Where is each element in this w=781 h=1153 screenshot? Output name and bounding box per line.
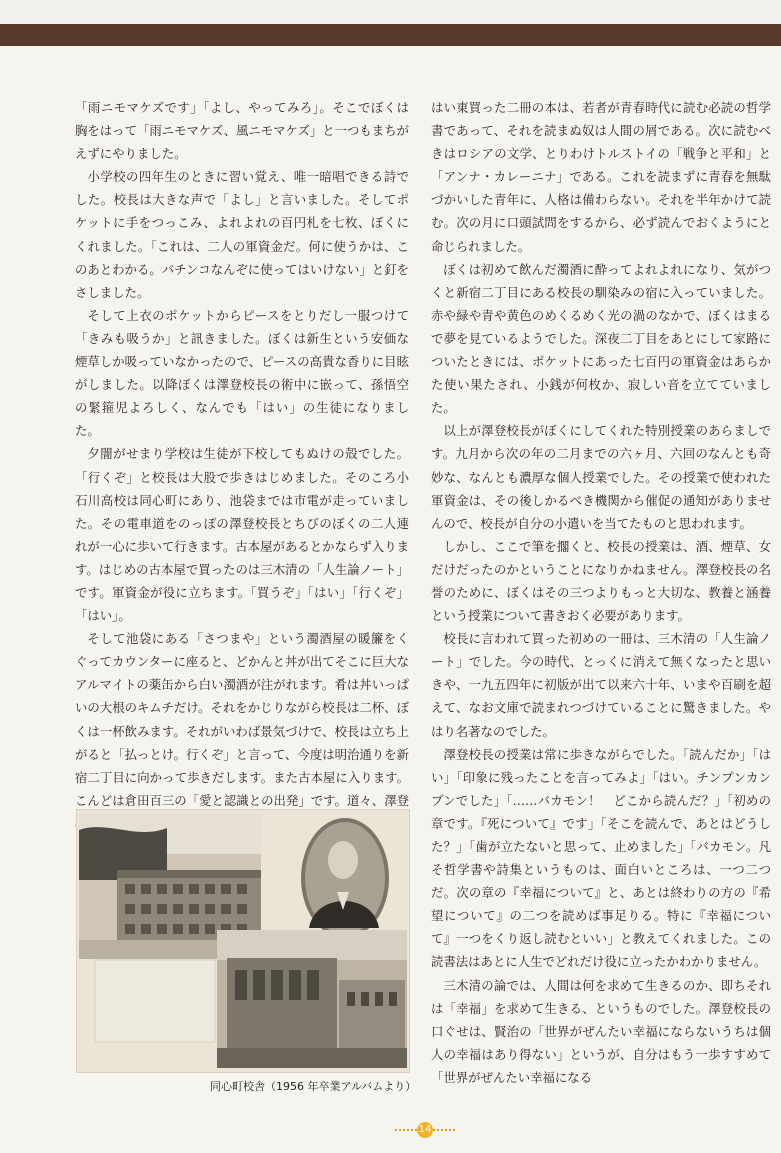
- dotted-rule-right: [433, 1129, 455, 1131]
- building-photo: [217, 930, 407, 1068]
- school-album-photo: [76, 809, 410, 1073]
- paragraph: はい東買った二冊の本は、若者が青春時代に読む必読の哲学書であって、それを読まぬ奴は人間の屑である。次に読むべきはロシアの文学、とりわけトルストイの「戦争と平和」と「アンナ・カレーニナ」である。これを読まずに青春を無駄づかいした青年に、人格は備わらない。それを半年かけて読む。次の月に口頭試問をするから、必ず読んでおくようにと命じられました。: [431, 100, 771, 254]
- paragraph: そして上衣のポケットからピースをとりだし一服つけて「きみも吸うか」と訊きました。ぼくは新生という安価な煙草しか吸っていなかったので、ピースの高貴な香りに目眩がしました。以降ぼくは澤登校長の術中に嵌って、孫悟空の緊箍児よろしく、なんでも「はい」の生徒になりました。: [75, 307, 409, 439]
- page-top-margin: [0, 0, 781, 24]
- paragraph: 校長に言われて買った初めの一冊は、三木清の「人生論ノート」でした。今の時代、とっくに消えて無くなったと思いきや、一九五四年に初版が出て以来六十年、いまや百刷を超えて、なお文庫で読まれつづけていることに驚きました。やはり名著なのでした。: [431, 631, 771, 739]
- paragraph: 夕闇がせまり学校は生徒が下校してもぬけの殻でした。「行くぞ」と校長は大股で歩きはじめました。そのころ小石川高校は同心町にあり、池袋までは市電が走っていました。その電車道をのっぽの澤登校長とちびのぼくの二人連れが一心に歩いて行きます。古本屋があるとかならず入ります。はじめの古本屋で買ったのは三木清の「人生論ノート」です。軍資金が役に立ちます。「買うぞ」「はい」「行くぞ」「はい」。: [75, 446, 409, 624]
- header-color-bar: [0, 24, 781, 46]
- text-column-left: [75, 96, 409, 835]
- photo-caption: 同心町校舎（1956 年卒業アルバムより）: [210, 1080, 417, 1093]
- paragraph: ぼくは初めて飲んだ濁酒に酔ってよれよれになり、気がつくと新宿二丁目にある校長の馴染みの宿に入っていました。赤や緑や青や黄色のめくるめく光の渦のなかで、ぼくはまるで夢を見ているようでした。深夜二丁目をあとにして家路についたときには、ポケットにあった七百円の軍資金はあらかた使い果たされ、小銭が何枚か、寂しい音を立てていました。: [431, 261, 771, 416]
- paragraph: 以上が澤登校長がぼくにしてくれた特別授業のあらましです。九月から次の年の二月までの六ヶ月、六回のなんとも奇妙な、なんとも濃厚な個人授業でした。その授業で使われた軍資金は、その後しかるべき機関から催促の通知がありませんので、校長が自分の小遣いを当てたものと思われます。: [431, 423, 771, 531]
- dotted-rule-left: [395, 1129, 417, 1131]
- principal-portrait: [301, 818, 389, 938]
- photo-collage: [77, 810, 409, 1072]
- paragraph: 三木清の論では、人間は何を求めて生きるのか、即ちそれは「幸福」を求めて生きる、というものでした。澤登校長の口ぐせは、賢治の「世界がぜんたい幸福にならないうちは個人の幸福はあり得ない」というが、自分はもう一歩すすめて「世界がぜんたい幸福になる: [431, 977, 771, 1085]
- paragraph: 澤登校長の授業は常に歩きながらでした。「読んだか」「はい」「印象に残ったことを言ってみよ」「はい。チンプンカンプンでした」「……バカモン！ どこから読んだ？」「初めの章です。『死について』です」「そこを読んで、あとはどうした？」「歯が立たないと思って、止めました」「バカモン。凡そ哲学書や詩集というものは、面白いところは、一つ二つだ。次の章の『幸福について』と、あとは終わりの方の『希望について』の二つを読めば事足りる。特に『幸福について』一つをくり返し読むといい」と教えてくれました。この読書法はあとに人生でどれだけ役に立ったかわかりません。: [431, 746, 771, 970]
- paragraph: 小学校の四年生のときに習い覚え、唯一暗唱できる詩でした。校長は大きな声で「よし」と言いました。そしてポケットに手をつっこみ、よれよれの百円札を七枚、ぼくにくれました。「これは、二人の軍資金だ。何に使うかは、このあとわかる。パチンコなんぞに使ってはいけない」と釘をさしました。: [75, 169, 409, 300]
- page-number-ornament: [395, 1122, 455, 1138]
- paragraph: しかし、ここで筆を擱くと、校長の授業は、酒、煙草、女だけだったのかということになりかねません。澤登校長の名誉のために、ぼくはその三つよりもっと大切な、教養と涵養という授業について書きおく必要があります。: [431, 538, 771, 624]
- paragraph: そして池袋にある「さつまや」という濁酒屋の暖簾をくぐってカウンターに座ると、どかんと丼が出てそこに巨大なアルマイトの薬缶から白い濁酒が注がれます。肴は丼いっぱいの大根のキムチだけ。それをかじりながら校長は二杯、ぼくは一杯飲みます。それがいわば景気づけで、校長は立ち上がると「払っとけ。行くぞ」と言って、今度は明治通りを新宿二丁目に向かって歩きだします。また古本屋に入ります。こんどは倉田百三の「愛と認識との出発」です。道々、澤登: [75, 631, 409, 808]
- text-column-right: [431, 96, 771, 1089]
- paragraph: 「雨ニモマケズです」「よし、やってみろ」。そこでぼくは胸をはって「雨ニモマケズ、風ニモマケズ」と一つもまちがえずにやりました。: [75, 100, 409, 162]
- page-number: 14: [417, 1122, 433, 1138]
